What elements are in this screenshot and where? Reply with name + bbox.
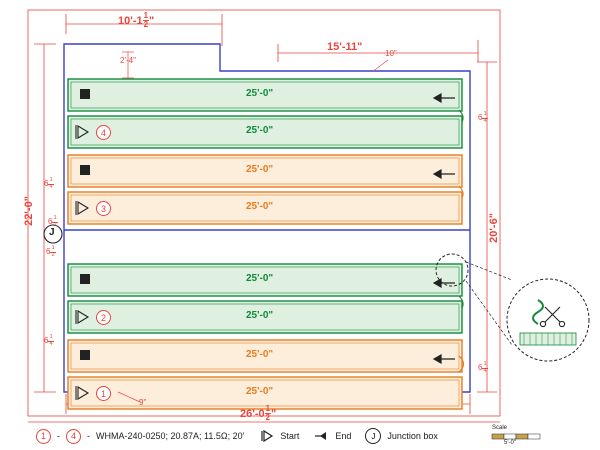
dimension-left-spacing-2: 6 $\frac{1}{4}$: [44, 334, 53, 347]
start-icon: [260, 429, 274, 443]
legend-end-label: End: [335, 431, 352, 441]
end-icon: [313, 430, 329, 442]
dimension-bottom-overall: 26'-0 $\frac{1}{2}$ ": [240, 404, 277, 422]
legend-range-dash: -: [57, 431, 60, 441]
junction-box-label[interactable]: J: [49, 227, 55, 238]
dimension-right-spacing-2: 6 $\frac{1}{4}$: [478, 361, 487, 374]
mat-length-4: 25'-0": [246, 201, 274, 212]
mat-length-2: 25'-0": [246, 125, 274, 136]
dimension-left-overall: 22'-0": [22, 196, 35, 226]
mat-length-6: 25'-0": [246, 310, 274, 321]
legend-separator: -: [87, 431, 90, 441]
mat-length-5: 25'-0": [246, 273, 274, 284]
scale-bar: [492, 434, 540, 439]
circuit-badge-2[interactable]: 2: [96, 310, 111, 325]
dimension-top-right: 15'-11": [327, 41, 363, 53]
legend-range-from: 1: [36, 429, 51, 444]
scale-value: 5'-0": [504, 440, 516, 446]
circuit-badge-3[interactable]: 3: [96, 201, 111, 216]
dimension-top-left: 10'-1 $\frac{1}{2}$ ": [118, 11, 155, 29]
legend-product: WHMA-240-0250; 20.87A; 11.5Ω; 20': [96, 431, 245, 441]
mat-length-8: 25'-0": [246, 386, 274, 397]
dimension-right-overall: 20'-6": [487, 213, 500, 243]
scissors-icon: [540, 307, 564, 327]
dimension-notch-depth: 2'-4": [120, 56, 136, 65]
junction-box-icon: J: [365, 428, 381, 444]
legend-range-to: 4: [66, 429, 81, 444]
dimension-top-small: 10": [385, 49, 397, 58]
mat-length-3: 25'-0": [246, 164, 274, 175]
legend-start-label: Start: [280, 431, 300, 441]
scale-label: Scale: [492, 425, 508, 431]
legend-junction-label: Junction box: [387, 431, 438, 441]
dimension-bottom-small: 9": [139, 398, 147, 407]
dimension-right-spacing-1: 6 $\frac{1}{4}$: [478, 111, 487, 124]
dimension-left-spacing-3: 6 $\frac{1}{2}$: [48, 215, 57, 228]
circuit-badge-4[interactable]: 4: [96, 125, 111, 140]
legend: [36, 428, 438, 444]
mat-length-1: 25'-0": [246, 88, 274, 99]
mat-length-7: 25'-0": [246, 349, 274, 360]
dimension-junction-offset: 6 $\frac{1}{2}$: [46, 245, 55, 258]
circuit-badge-1[interactable]: 1: [96, 386, 111, 401]
dimension-left-spacing-1: 6 $\frac{1}{4}$: [44, 177, 53, 190]
